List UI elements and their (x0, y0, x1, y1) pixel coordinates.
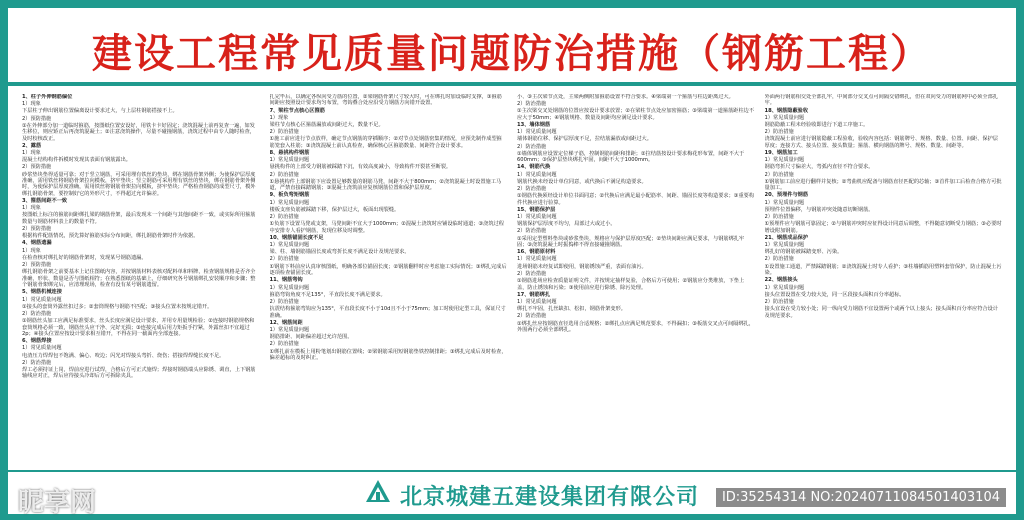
paragraph: ①钢筋下料前应认真审核图纸，明确各部位锚固长度；②钢筋翻样时应考虑施工实际情况；③绑扎完成后逐项检查锚固长度。 (269, 263, 507, 277)
paragraph: ①主次梁交叉处钢筋的位置应按设计要求放置；②在梁柱节点处应加密箍筋；③梁端第一道箍筋距柱边不应大于50mm；④钢筋规格、数量及间距均应满足设计要求。 (517, 108, 755, 121)
paragraph: 2）防治措施 (764, 214, 794, 221)
section-heading: 8、悬挑构件钢筋 (269, 150, 310, 157)
paragraph: 1）常见质量问题 (269, 157, 310, 164)
paragraph: 1）常见质量问题 (764, 199, 805, 206)
watermark-logo-text: 昵享网 (18, 488, 97, 518)
paragraph: 混凝土结构构件拆模时发现其表面有钢筋露出。 (22, 157, 131, 164)
paragraph: 2）防治措施 (269, 171, 299, 178)
paragraph: ①钢筋代换须经设计单位书面同意；②代换后应满足最小配筋率、间距、锚固长度等构造要求；③重要构件代换应进行验算。 (517, 193, 755, 206)
paragraph: 1）现象 (22, 150, 41, 157)
text-column-3 (517, 94, 755, 470)
paragraph: 2）防治措施 (517, 313, 547, 320)
section-heading: 17、钢筋绑扎 (517, 291, 551, 298)
paragraph: 下层柱子伸出钢筋位置偏离设计要求过大，与上层柱钢筋搭接不上。 (22, 108, 178, 115)
paragraph: 1）常见质量问题 (22, 296, 62, 303)
paragraph: ①在外伸部分加一道临时箍筋，按图纸位置安设好，用铁卡卡好固定；浇筑混凝土前再复查一遍，如发生移位，则应矫正后再浇筑混凝土；②注意浇筑操作，尽量不碰撞钢筋，浇筑过程中由专人随时检查，及时校核改正。 (22, 122, 255, 142)
paragraph: 扎完毕后，以确定各纵向受力筋的位置，②梁钢筋骨架尺寸较大时，可在绑扎时加设临时支撑，③箍筋间距应按照设计要求均匀布置，弯钩叠合处应沿受力钢筋方向错开设置。 (269, 94, 502, 107)
paragraph: 在检查核对绑扎好的钢筋骨架时，发现某号钢筋遗漏。 (22, 254, 147, 261)
paragraph: ①采用定型塑料垫块或砂浆垫块，规格应与保护层厚度匹配；②垫块间距应满足要求，与钢筋绑扎牢固；③浇筑混凝土时振捣棒不得直接碰撞钢筋。 (517, 235, 745, 249)
section-heading: 14、钢筋代换 (517, 164, 551, 171)
section-heading: 13、墙体钢筋 (517, 122, 551, 129)
section-heading: 9、板负弯矩钢筋 (269, 192, 310, 199)
paragraph: 钢筋隐蔽工程未经验收即进行下道工序施工。 (764, 122, 869, 129)
section-heading: 4、钢筋遗漏 (22, 240, 52, 247)
paragraph: 1）常见质量问题 (764, 242, 805, 249)
paragraph: 1）现象 (22, 101, 41, 108)
paragraph: 绑扎好的钢筋被踩踏变形、污染。 (764, 249, 843, 256)
section-heading: 5、钢筋机械连接 (22, 289, 62, 296)
paragraph: ①绑扎丝应按钢筋直径选用合适规格；②绑扎点应满足规范要求，不得漏扣；③板筋交叉点可间隔绑扎，外围两行必须全部绑扎。 (517, 320, 755, 333)
paragraph: 1）现象 (22, 205, 41, 212)
paragraph: 1）现象 (269, 114, 289, 121)
section-heading: 20、预埋件与钢筋 (764, 192, 809, 199)
paragraph: 砂浆垫块垫得适量可靠；对于竖立钢筋，可采用埋有铁丝的垫块，绑在钢筋骨架外侧；为使保护层厚度准确，需用铁丝将钢筋骨架拉向模板，挤牢垫块；竖立钢筋可采用埋有铁丝的垫块，绑在钢筋骨架外侧时，为使保护层厚度准确，需用铁丝将钢筋骨架拉向模板，挤牢垫块；严格检查钢筋的成型尺寸，模外绑扎钢筋骨架，要控制好它的外形尺寸，不得超过允许偏差。 (22, 171, 256, 197)
paragraph: 墙体钢筋位移、保护层厚度不足，拉结筋漏放或间距过大。 (517, 136, 652, 143)
paragraph: 1）常见质量问题 (22, 345, 62, 352)
page-title: 建设工程常见质量问题防治措施（钢筋工程） (92, 30, 932, 77)
text-column-4 (765, 94, 1003, 470)
paragraph: ①接头的套筒外露丝扣过多；②套筒规格与钢筋不匹配；③接头位置未按规定错开。 (22, 303, 213, 310)
paragraph: 1）常见质量问题 (269, 199, 310, 206)
paragraph: 小、③主次梁节点处，主梁两侧附加箍筋设置不符合要求。④梁端第一个箍筋与柱边距离过大。 (517, 94, 734, 100)
paragraph: 1）常见质量问题 (269, 242, 310, 249)
paragraph: 绑扎钢筋骨架之前要基本上记住图纸内容，并按钢筋材料表核对配料单和料牌，检查钢筋规格是否齐全准确，形状、数量是否与图纸相符；在熟悉图纸的基础上，仔细研究各号钢筋绑扎安装顺序和步骤；整个钢筋骨架绑完后，应清理现场，检查有没有某号钢筋遗留。 (22, 269, 256, 289)
text-column-1 (22, 94, 260, 470)
paragraph: 钢筋排距、间距偏差超过允许范围。 (269, 334, 353, 341)
title-band (8, 8, 1016, 86)
paragraph: ①施工前应进行节点放样，确定节点钢筋的穿插顺序；②对节点处钢筋密集的情况，应预先制作成型箍筋笼套入柱筋；③浇筑混凝土前认真检查，确保核心区箍筋数量、间距符合设计要求。 (269, 136, 502, 149)
paragraph: 2）防治措施 (22, 359, 52, 366)
paragraph: 梁、柱、墙钢筋锚固长度或弯折长度不满足设计及规范要求。 (269, 249, 410, 256)
section-heading: 19、钢筋加工 (764, 150, 798, 157)
paragraph: ①负筋下设置马凳或支架，马凳间距不宜大于1000mm；②混凝土浇筑时应铺设临时通道；③浇筑过程中安排专人看护钢筋，发现位移及时调整。 (269, 221, 504, 234)
section-heading: 7、梁柱节点核心区箍筋 (269, 107, 325, 114)
paragraph: 2）防治措施 (764, 129, 794, 136)
paragraph: 接头宜设在受力较小处；同一纵向受力钢筋不宜设置两个或两个以上接头；接头面积百分率应符合设计及规范要求。 (764, 306, 998, 319)
paragraph: 绑扎不牢固，扎丝缺扣、松扣，钢筋骨架变形。 (517, 306, 626, 313)
paragraph: 1）常见质量问题 (517, 298, 557, 305)
paragraph: 梁柱节点核心区箍筋漏放或间距过大，数量不足。 (269, 122, 384, 129)
paragraph: 进场钢筋未经复试即使用，钢筋锈蚀严重，表面有油污。 (517, 263, 647, 270)
section-heading: 15、钢筋保护层 (517, 206, 556, 213)
paragraph: 2）防治措施 (22, 310, 52, 317)
paragraph: 2）预防措施 (22, 262, 52, 269)
paragraph: 1）常见质量问题 (764, 114, 805, 121)
paragraph: 1）常见质量问题 (517, 171, 557, 178)
paragraph: ①设置施工通道，严禁踩踏钢筋；②浇筑混凝土时专人看护；③柱墙插筋用塑料套管保护，防止混凝土污染。 (764, 263, 1002, 277)
section-heading: 18、钢筋隐蔽验收 (764, 107, 809, 114)
paragraph: 钢筋代换未经设计单位同意，或代换后不满足构造要求。 (517, 178, 647, 185)
paragraph: ①钢筋加工前应进行翻样并复核；②弯曲机应配备与钢筋直径匹配的芯轴；③首件加工后检查合格方可批量加工。 (764, 178, 1002, 192)
paragraph: 1）常见质量问题 (764, 157, 805, 164)
section-heading: 6、钢筋焊接 (22, 338, 52, 345)
paragraph: 箍筋弯钩角度不足135°，平直段长度不满足要求。 (269, 291, 386, 298)
paragraph: 2）防治措施 (269, 298, 299, 305)
company-logo-icon (364, 478, 392, 506)
section-heading: 22、钢筋接头 (764, 277, 798, 284)
watermark-id: ID:35254314 NO:20240711084501403104 (716, 488, 1006, 507)
paragraph: ①绑扎前在模板上用粉笔划出钢筋位置线；②梁钢筋采用短钢筋垫铁控制排距；③绑扎完成后及时检查，偏差超标的及时纠正。 (269, 348, 507, 361)
section-heading: 1、柱子外伸钢筋偏位 (22, 94, 73, 100)
paragraph: 1）常见质量问题 (764, 284, 805, 291)
paragraph: 2）防治措施 (517, 143, 547, 150)
paragraph: 外面两行钢筋相交处全部扎牢，中间部分交叉点可间隔交错绑扎，但在双向受力的钢筋网中必须全部扎牢。 (764, 94, 998, 107)
paragraph: 2）预防措施 (22, 226, 52, 233)
paragraph: ①预埋件应与钢筋可靠固定；②与钢筋冲突时应征得设计同意后调整，不得随意切断受力钢筋；③必要时增设附加钢筋。 (764, 221, 1002, 234)
paragraph: ①墙体钢筋应设置定位梯子筋，控制钢筋间距和排距；②拉结筋按设计要求梅花形布置，间距不大于600mm；③保护层垫块绑扎牢固，间距不大于1000mm。 (517, 150, 745, 164)
section-heading: 10、钢筋锚固长度不足 (269, 234, 324, 241)
paragraph: 2）防治措施 (517, 101, 547, 108)
paragraph: 2）防治措施 (269, 214, 299, 221)
paragraph: 接头位置设置在受力较大处，同一区段接头面积百分率超标。 (764, 291, 905, 298)
section-heading: 12、钢筋间距 (269, 319, 303, 326)
paragraph: 2）防治措施 (269, 256, 299, 263)
paragraph: 钢筋保护层厚度不均匀，局部过大或过小。 (517, 221, 616, 228)
board-inner (8, 8, 1016, 512)
paragraph: 2）防治措施 (764, 298, 794, 305)
paragraph: 1）现象 (22, 247, 41, 254)
paragraph: 2）防治措施 (764, 171, 794, 178)
paragraph: 2）防治措施 (517, 228, 547, 235)
paragraph: 2）预防措施 (22, 115, 52, 122)
paragraph: 2）防治措施 (269, 341, 299, 348)
paragraph: 悬挑构件的上部受力钢筋被踩踏下沉，有效高度减小，导致构件开裂甚至断裂。 (269, 164, 452, 171)
paragraph: 2）防治措施 (269, 129, 299, 136)
paragraph: 浇筑混凝土前应进行钢筋隐蔽工程验收，验收内容包括：钢筋牌号、规格、数量、位置、间距、保护层厚度；连接方式、接头位置、接头数量；箍筋、横向钢筋的牌号、规格、数量、间距等。 (764, 136, 998, 149)
paragraph: ①悬挑构件上部钢筋下应设置足够数量的钢筋马凳，间距不大于800mm；②浇筑混凝土时设置施工马道，严禁直接踩踏钢筋；③混凝土浇筑前应复核钢筋位置和保护层厚度。 (269, 178, 502, 192)
paragraph: 1）常见质量问题 (269, 284, 310, 291)
paragraph: 焊工必须持证上岗，焊前应进行试焊，合格后方可正式施焊；焊接时钢筋端头应除锈、调直，上下钢筋轴线应对正，焊后应待接头冷却后方可拆除夹具。 (22, 366, 256, 380)
paragraph: 根据构件配筋情况，预先算好箍筋实际分布间距，绑扎钢筋骨架时作为依据。 (22, 233, 199, 240)
section-heading: 3、箍筋间距不一致 (22, 198, 68, 205)
paragraph: 楼板支座负筋被踩踏下移，保护层过大，板面出现裂缝。 (269, 206, 400, 213)
section-heading: 11、钢筋弯钩 (269, 277, 303, 284)
paragraph: 2）预防措施 (22, 164, 52, 171)
section-heading: 21、钢筋成品保护 (764, 234, 809, 241)
paragraph: 预埋件位置偏移，与钢筋冲突处随意切断钢筋。 (764, 206, 874, 213)
paragraph: 按图纸上标注的箍筋间距绑扎梁的钢筋骨架，最后发现末一个间距与其他间距不一致，或实际所用箍筋数量与钢筋材料表上的数量不符。 (22, 212, 256, 225)
paragraph: 2）防治措施 (517, 186, 547, 193)
paragraph: 2）防治措施 (764, 256, 794, 263)
paragraph: 2）防治措施 (517, 270, 547, 277)
text-column-2 (270, 94, 508, 470)
paragraph: 1）常见质量问题 (517, 256, 557, 263)
paragraph: ①钢筋进场应检查质量证明文件，并按规定抽样复验，合格后方可使用；②钢筋应分类堆放，下垫上盖，防止锈蚀和污染；③使用前应进行除锈、除污处理。 (517, 278, 745, 291)
paragraph: 电渣压力焊焊包不饱满、偏心、咬边；闪光对焊接头弯折、烧伤；搭接焊焊缝长度不足。 (22, 352, 225, 359)
content-columns (22, 94, 1002, 470)
paragraph: 钢筋弯折尺寸偏差大，弯弧内直径不符合要求。 (764, 164, 874, 171)
paragraph: 1）常见质量问题 (517, 129, 557, 136)
company-name: 北京城建五建设集团有限公司 (400, 485, 700, 510)
paragraph: 1）常见质量问题 (517, 214, 557, 221)
paragraph: ①钢筋丝头加工应满足标准要求，丝头长度应满足设计要求，并用专用量规检验；②连接时钢筋规格和套筒规格必须一致，钢筋丝头应干净、完好无损；③连接完成后用力矩扳手拧紧，外露丝扣不宜超过2p；④接头位置应按设计要求相互错开，不得在同一截面内全部连接。 (22, 318, 255, 337)
section-heading: 16、钢筋原材料 (517, 249, 556, 256)
section-heading: 2、露筋 (22, 142, 42, 149)
paragraph: 1）常见质量问题 (269, 326, 310, 333)
paragraph: 抗震结构箍筋弯钩应为135°，平直段长度不小于10d且不小于75mm；加工时使用定型工具，保证尺寸准确。 (269, 306, 506, 319)
